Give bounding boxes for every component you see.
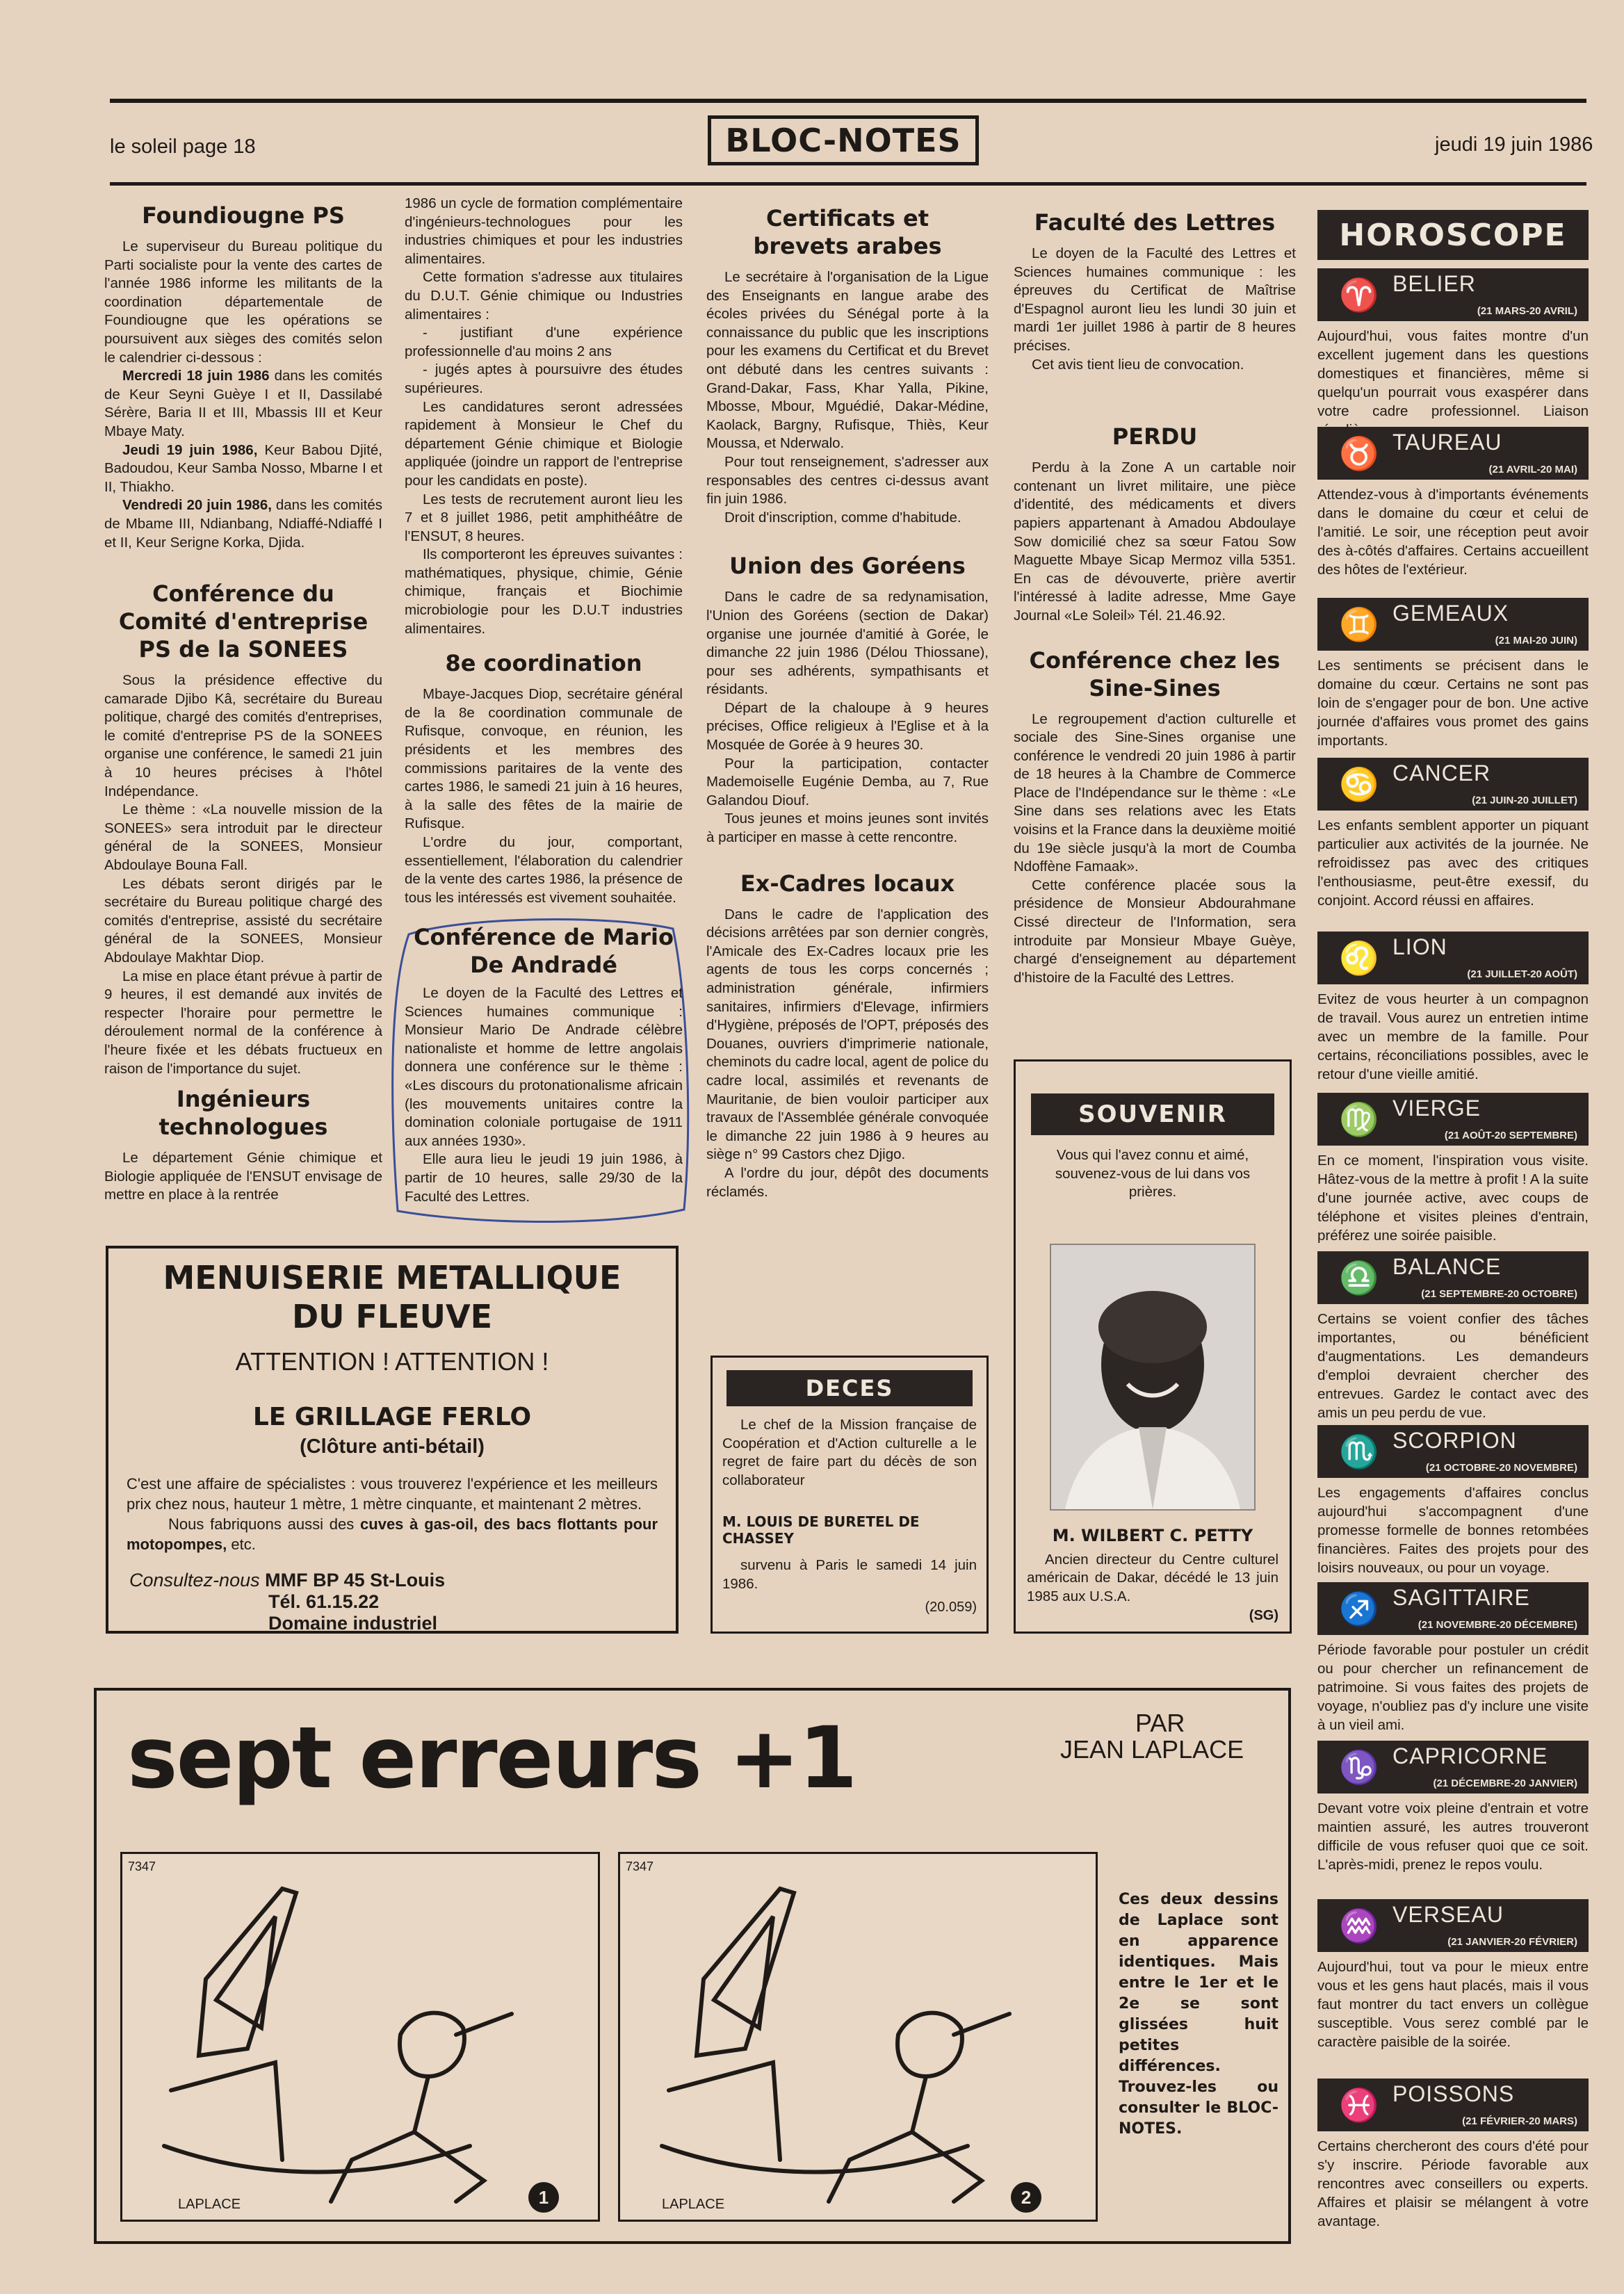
para: Le doyen de la Faculté des Lettres et Sciences humaines communique : les épreuves du Certificat de Maîtrise d'Espagnol auront lieu les lundi 30 juin et mardi 1er juillet 1986 à partir de 8 heures précises.: [1014, 245, 1296, 354]
heading-perdu: PERDU: [1112, 423, 1198, 450]
para: Tous jeunes et moins jeunes sont invités à participer en masse à cette rencontre.: [706, 811, 989, 846]
para: Le secrétaire à l'organisation de la Ligue des Enseignants en langue arabe des écoles privées du Sénégal porte à la connaissance du public que les inscriptions pour les examens du Certificat et du Brevet ont débuté dans les centres suivants : Grand-Dakar, Fass, Khar Yalla, Pikine, Mbosse, Mbour, Mguédié, Dakar-Médine, Kaolack, Bargny, Rufisque, Thiès, Keur Moussa, et Nderwalo.: [706, 269, 989, 452]
para: Cette conférence placée sous la présidence de Monsieur Abdourahmane Cissé directeur de l'Information, sera introduite par Monsieur Mbaye Guèye, chargé d'enseignement au département d'histoire de la Faculté des Lettres.: [1014, 877, 1296, 986]
para: Dans le cadre de l'application des décisions arrêtées par son dernier congrès, l'Amicale des Ex-Cadres locaux prie les agents de tous les corps concernés ; administration générale, infirmiers sanitaires, infirmiers d'Elevage, infirmiers d'Hygiène, préposés de l'OPT, préposés des Douanes, ouvriers d'imprimerie nationale, cheminots du cadre local, agent de police du cadre local, assimilés et revenants de Mauritanie, de bien vouloir participer aux travaux de l'Assemblée générale convoquée le dimanche 22 juin 1986 à 9 heures au siège n° 99 Castors chez Djigo.: [706, 906, 989, 1163]
ad-contact-label: Consultez-nous: [129, 1570, 266, 1591]
game-caption: Ces deux dessins de Laplace sont en apparence identiques. Mais entre le 1er et le 2e se sont glissées huit petites différences. Trouvez-les ou consulter le BLOC-NOTES.: [1119, 1891, 1278, 2138]
panel-badge-number: 2: [1021, 2187, 1032, 2208]
person-name: M. WILBERT C. PETTY: [1052, 1525, 1253, 1545]
sign-header: [1317, 1251, 1589, 1304]
para: Le thème : «La nouvelle mission de la SONEES» sera introduit par le directeur général de la SONEES, Monsieur Abdoulaye Bouna Fall.: [104, 802, 382, 874]
column-2: [405, 195, 683, 907]
sign-name: LION: [1392, 934, 1447, 959]
sign-dates: (21 SEPTEMBRE-20 OCTOBRE): [1421, 1288, 1577, 1300]
sign-header: [1317, 268, 1589, 321]
cartoon-drawing: [122, 1854, 598, 2220]
ad-contact-address: MMF BP 45 St-Louis: [265, 1570, 446, 1591]
para: Elle aura lieu le jeudi 19 juin 1986, à partir de 10 heures, salle 29/30 de la Faculté des Lettres.: [405, 1151, 683, 1205]
notice-ref: (SG): [1249, 1607, 1278, 1623]
portrait-photo: [1050, 1244, 1256, 1511]
heading-faculte-lettres: Faculté des Lettres: [1034, 209, 1276, 236]
heading-sine-sines: Conférence chez les Sine-Sines: [1029, 646, 1281, 701]
zodiac-icon: ♈: [1339, 276, 1379, 313]
column-4: [1014, 195, 1296, 987]
sign-dates: (21 AOÛT-20 SEPTEMBRE): [1444, 1130, 1577, 1141]
para: La mise en place étant prévue à partir de 9 heures, il est demandé aux invités de respecter l'horaire pour permettre le déroulement normal de la conférence à l'heure fixée et les débats fructueux en raison de l'importance du sujet.: [104, 968, 382, 1077]
horoscope-sign: [1317, 427, 1589, 579]
sign-text: Les engagements d'affaires conclus aujourd'hui s'accompagnent d'une promesse formelle de bonnes retombées financières. Faites des projets pour des loisirs nouveaux, ou pour un voyage.: [1317, 1485, 1589, 1576]
zodiac-icon: ♓: [1339, 2086, 1379, 2123]
sign-dates: (21 JUILLET-20 AOÛT): [1467, 968, 1577, 980]
para: Vous qui l'avez connu et aimé, souvenez-vous de lui dans vos prières.: [1055, 1147, 1251, 1201]
ad-brand-line1: MENUISERIE METALLIQUE: [163, 1259, 622, 1296]
drawing-number: 7347: [626, 1860, 654, 1873]
byline-par: PAR: [1135, 1709, 1185, 1737]
notice-ref: (20.059): [925, 1599, 977, 1615]
sign-dates: (21 DÉCEMBRE-20 JANVIER): [1433, 1778, 1577, 1789]
para: - justifiant d'une expérience professionnelle d'au moins 2 ans: [405, 325, 683, 359]
zodiac-icon: ♏: [1339, 1433, 1379, 1470]
ad-menuiserie: [106, 1246, 679, 1634]
para: Départ de la chaloupe à 9 heures précises, Office religieux à l'Eglise et à la Mosquée de Gorée à 9 heures 30.: [706, 699, 989, 754]
zodiac-icon: ♎: [1339, 1259, 1379, 1296]
sign-text: Aujourd'hui, vous faites montre d'un excellent jugement dans les questions domestiques et financières, même si quelqu'un pourrait vous exaspérer dans votre cadre professionnel. Liaison: [1317, 328, 1589, 419]
masthead-bottom-rule: [110, 182, 1586, 186]
para: Le regroupement d'action culturelle et sociale des Sine-Sines organise une conférence le vendredi 20 juin 1986 à partir de 18 heures à la Chambre de Commerce Place de l'Indépendance sur le thème : «Le Sine dans ses relations avec les Etats voisins et la France dans la deuxième moitié du 19e siècle jusqu'à la mort de Coumba Ndoffène Famaak».: [1014, 710, 1296, 875]
horoscope-title: HOROSCOPE: [1317, 210, 1589, 260]
drawing-panel-1: [120, 1852, 600, 2222]
sign-name: GEMEAUX: [1392, 601, 1509, 626]
para: A l'ordre du jour, dépôt des documents réclamés.: [706, 1164, 989, 1200]
horoscope-sign: [1317, 2079, 1589, 2231]
para: [104, 367, 382, 441]
souvenir-notice: [1014, 1059, 1292, 1634]
deces-title: DECES: [726, 1370, 973, 1406]
sign-header: [1317, 1741, 1589, 1793]
para: Pour la participation, contacter Mademoiselle Eugénie Demba, au 7, Rue Galandou Diouf.: [706, 755, 989, 808]
para: Cet avis tient lieu de convocation.: [1032, 356, 1244, 373]
artist-signature: LAPLACE: [178, 2197, 241, 2212]
para: Sous la présidence effective du camarade Djibo Kâ, secrétaire du Bureau politique, chargé des comités d'entreprises, le comité d'entreprise PS de la SONEES organise une conférence, le samedi 21 juin à 10 heures précises à l'hôtel Indépendance.: [104, 672, 382, 799]
ad-body-2: [127, 1514, 658, 1554]
zodiac-icon: ♋: [1339, 765, 1379, 802]
panel-badge-number: 1: [538, 2187, 549, 2208]
para: Le chef de la Mission française de Coopération et d'Action culturelle a le regret de faire part du décès de son collaborateur: [722, 1417, 977, 1488]
drawing-panel-2: [618, 1852, 1098, 2222]
drawing-number: 7347: [128, 1860, 156, 1873]
para: Mbaye-Jacques Diop, secrétaire général de la 8e coordination communale de Rufisque, convoque, en réunion, les présidents et les membres des commissions paritaires de la vente des cartes 1986, le samedi 21 juin à 16 heures, à la salle des fêtes de la mairie de Rufisque.: [405, 686, 683, 832]
para: Droit d'inscription, comme d'habitude.: [724, 509, 961, 526]
heading-foundiougne: Foundiougne PS: [142, 202, 345, 229]
horoscope-sign: [1317, 268, 1589, 439]
souvenir-title: SOUVENIR: [1031, 1093, 1274, 1135]
para: Les candidatures seront adressées rapidement à Monsieur le Chef du département Génie chimique et Biologie appliquée (joindre un rapport de l'entreprise pour les candidats en poste).: [405, 398, 683, 489]
ad-body: C'est une affaire de spécialistes : vous trouverez l'expérience et les meilleurs prix chez nous, hauteur 1 mètre, 1 mètre cinquante, et maintenant 2 mètres.: [127, 1475, 658, 1513]
section-title: BLOC-NOTES: [708, 115, 979, 165]
zodiac-icon: ♉: [1339, 434, 1379, 471]
sign-text: Aujourd'hui, tout va pour le mieux entre vous et les gens haut placés, mais il vous faut montrer du tact envers un collègue susceptible. Vous serez comblé par le caractère paisible de la soirée.: [1317, 1959, 1589, 2050]
issue-date: jeudi 19 juin 1986: [1435, 133, 1593, 156]
horoscope-sign: [1317, 1899, 1589, 2051]
heading-union-goreens: Union des Goréens: [729, 553, 966, 580]
ad-text: Nous fabriquons aussi des: [168, 1515, 361, 1533]
para: Ancien directeur du Centre culturel américain de Dakar, décédé le 13 juin 1985 aux U.S.A.: [1027, 1551, 1278, 1604]
sign-header: [1317, 2079, 1589, 2131]
column-1: [104, 195, 382, 1205]
para: Les tests de recrutement auront lieu les 7 et 8 juillet 1986, petit amphithéâtre de l'ENSUT, 8 heures.: [405, 491, 683, 544]
circled-article: [405, 919, 683, 1206]
sign-name: BELIER: [1392, 271, 1476, 296]
zodiac-icon: ♍: [1339, 1100, 1379, 1137]
sept-erreurs-game: [94, 1688, 1291, 2244]
sign-text: Période favorable pour postuler un crédit ou pour chercher un refinancement de patrimoine. Si vous faites des projets de voyage, n'oubliez pas d'y inclure une visite à un vieil ami.: [1317, 1642, 1589, 1733]
page-label: le soleil page 18: [110, 136, 256, 158]
sign-header: [1317, 598, 1589, 651]
sign-header: [1317, 758, 1589, 811]
horoscope-sign: [1317, 932, 1589, 1084]
sign-header: [1317, 1425, 1589, 1478]
sign-name: VIERGE: [1392, 1096, 1481, 1121]
sign-dates: (21 NOVEMBRE-20 DÉCEMBRE): [1418, 1619, 1577, 1631]
heading-8e-coordination: 8e coordination: [445, 650, 642, 677]
horoscope-sign: [1317, 598, 1589, 750]
sign-text: Les enfants semblent apporter un piquant particulier aux activités de la journée. Ne refroidissez pas avec des critiques l'enthousiasme, peut-être exessif, du conjoint. Accord réussi en affaires.: [1317, 817, 1589, 909]
zodiac-icon: ♊: [1339, 605, 1379, 642]
artist-signature: LAPLACE: [662, 2197, 725, 2212]
portrait-figure: [1051, 1245, 1254, 1509]
para: Cette formation s'adresse aux titulaires du D.U.T. Génie chimique ou Industries alimentaires :: [405, 269, 683, 323]
ad-product-sub: (Clôture anti-bétail): [300, 1435, 485, 1458]
horoscope-sign: [1317, 1093, 1589, 1245]
sign-name: CANCER: [1392, 760, 1491, 786]
para: [104, 496, 382, 552]
para: survenu à Paris le samedi 14 juin 1986.: [722, 1557, 977, 1592]
heading-sonees: Conférence du Comité d'entreprise PS de la SONEES: [118, 580, 368, 663]
sign-dates: (21 MAI-20 JUIN): [1495, 635, 1577, 646]
para: [104, 441, 382, 497]
heading-certificats: Certificats et brevets arabes: [753, 205, 942, 259]
sign-text: Devant votre voix pleine d'entrain et votre maintien assuré, les autres trouveront difficile de vous refuser quoi que ce soit. L'après-midi, prenez le repos voulu.: [1317, 1800, 1589, 1873]
byline-author: JEAN LAPLACE: [1060, 1735, 1244, 1764]
para: - jugés aptes à poursuivre des études supérieures.: [405, 361, 683, 396]
ad-product: LE GRILLAGE FERLO: [252, 1403, 532, 1431]
cartoon-drawing: [620, 1854, 1096, 2220]
date-lead: Jeudi 19 juin 1986,: [122, 441, 258, 458]
game-title: sept erreurs +1: [127, 1709, 856, 1807]
zodiac-icon: ♐: [1339, 1590, 1379, 1627]
para-text: dans les comités de Mbame III, Ndianbang, Ndiaffé-Ndiaffé I et II, Keur Serigne Korka, Djida.: [104, 497, 382, 551]
sign-dates: (21 JUIN-20 JUILLET): [1472, 795, 1577, 806]
deceased-name: M. LOUIS DE BURETEL DE CHASSEY: [722, 1513, 920, 1547]
sign-dates: (21 AVRIL-20 MAI): [1488, 464, 1577, 475]
zodiac-icon: ♒: [1339, 1907, 1379, 1944]
sign-dates: (21 MARS-20 AVRIL): [1477, 305, 1577, 317]
sign-dates: (21 OCTOBRE-20 NOVEMBRE): [1425, 1462, 1577, 1474]
sign-name: CAPRICORNE: [1392, 1743, 1548, 1768]
sign-header: [1317, 1093, 1589, 1146]
sign-name: SCORPION: [1392, 1428, 1517, 1453]
para-text: dans les comités de Keur Seyni Guèye I et II, Dassilabé Sérère, Baria II et III, Mbassis III et Keur Mbaye Maty.: [104, 368, 382, 439]
para: Le département Génie chimique et Biologie appliquée de l'ENSUT envisage de mettre en place à la rentrée: [104, 1150, 382, 1203]
date-lead: Vendredi 20 juin 1986,: [122, 497, 272, 514]
para: Ils comporteront les épreuves suivantes : mathématiques, physique, chimie, Génie chimique, français et Biochimie microbiologie pour les D.U.T industries alimentaires.: [405, 546, 683, 637]
sign-text: En ce moment, l'inspiration vous visite. Hâtez-vous de la mettre à profit ! A la suite d'une journée active, avec coups de téléphone et visites pleines d'entrain, préférez une soirée paisible.: [1317, 1153, 1589, 1244]
ad-zone: Domaine industriel: [268, 1613, 438, 1634]
sign-header: [1317, 1582, 1589, 1635]
para: Le superviseur du Bureau politique du Parti socialiste pour la vente des cartes de l'année 1986 informe les militants de la coordination départementale de Foundiougne que les opérations se poursuivent aux sièges des comités selon le calendrier ci-dessous :: [104, 238, 382, 366]
ad-phone: Tél. 61.15.22: [268, 1591, 380, 1612]
horoscope-sign: [1317, 1251, 1589, 1422]
horoscope-sign: [1317, 758, 1589, 910]
horoscope-sign: [1317, 1741, 1589, 1874]
sign-name: BALANCE: [1392, 1254, 1502, 1279]
ad-text: etc.: [227, 1536, 256, 1553]
zodiac-icon: ♑: [1339, 1748, 1379, 1785]
ad-text-bold: cuves à gas-oil, des bacs flottants pour motopompes,: [127, 1515, 658, 1553]
date-lead: Mercredi 18 juin 1986: [122, 368, 270, 384]
top-rule: [110, 99, 1586, 103]
para-text: Keur Babou Djité, Badoudou, Keur Samba Nosso, Mbarne I et II, Thiakho.: [104, 441, 383, 495]
sign-name: POISSONS: [1392, 2081, 1515, 2106]
column-3: [706, 195, 989, 1201]
sign-name: VERSEAU: [1392, 1902, 1504, 1927]
sign-header: [1317, 1899, 1589, 1952]
sign-dates: (21 FÉVRIER-20 MARS): [1462, 2115, 1577, 2127]
heading-mario-de-andrade: Conférence de Mario De Andradé: [414, 924, 674, 978]
para: Les débats seront dirigés par le secrétaire du Bureau politique chargé des comités d'entreprise, assisté du secrétaire général de la SONEES, Monsieur Abdoulaye Makhtar Diop.: [104, 875, 382, 966]
sign-text: Certains chercheront des cours d'été pour s'y inscrire. Période favorable aux rencontres avec conseillers ou experts. Affaires et plaisir se mélangent à votre avantage.: [1317, 2138, 1589, 2229]
sign-text: Attendez-vous à d'importants événements dans le domaine du cœur et celui de l'amitié. Le soir, une réception peut avoir des à-côtés d'affaires. Certains accueillent des hôtes de l'extérieur.: [1317, 487, 1589, 578]
ad-attention: ATTENTION ! ATTENTION !: [235, 1347, 549, 1376]
zodiac-icon: ♌: [1339, 939, 1379, 976]
ad-contact: [108, 1570, 676, 1591]
para: L'ordre du jour, comportant, essentiellement, l'élaboration du calendrier de la vente des cartes 1986, la présence de tous les intéressés est vivement souhaitée.: [405, 834, 683, 906]
sign-text: Evitez de vous heurter à un compagnon de travail. Vous aurez un entretien intime avec un membre de la famille. Pour certains, réconciliations possibles, avec le retour d'une vieille amitié.: [1317, 991, 1589, 1082]
heading-ingenieurs: Ingénieurs technologues: [159, 1086, 328, 1141]
sign-text: Certains se voient confier des tâches importantes, ou bénéficient d'augmentations. Les demandeurs d'emploi devraient chercher des entrevues. Gardez le contact avec des amis un peu perdu de vue.: [1317, 1311, 1589, 1421]
sign-dates: (21 JANVIER-20 FÉVRIER): [1447, 1936, 1577, 1948]
sign-name: SAGITTAIRE: [1392, 1585, 1530, 1610]
para: Le doyen de la Faculté des Lettres et Sciences humaines communique : Monsieur Mario De Andrade célèbre nationaliste et homme de lettre angolais donnera une conférence sur le thème : «Les discours du protonationalisme africain (les mouvements unitaires contre la domination coloniale portugaise de 1911 aux années 1930».: [405, 985, 683, 1149]
sign-header: [1317, 932, 1589, 984]
para: 1986 un cycle de formation complémentaire d'ingénieurs-technologues pour les industries chimiques et pour les industries alimentaires.: [405, 195, 683, 267]
horoscope-sign: [1317, 1425, 1589, 1577]
ad-brand-line2: DU FLEUVE: [291, 1298, 493, 1335]
horoscope-sign: [1317, 1582, 1589, 1734]
deces-notice: [710, 1356, 989, 1634]
sign-text: Les sentiments se précisent dans le domaine du cœur. Certains ne sont pas loin de s'engager pour de bon. Une active journée d'affaires vous promet des gains importants.: [1317, 658, 1589, 749]
para: Dans le cadre de sa redynamisation, l'Union des Goréens (section de Dakar) organise une journée d'amitié à Gorée, le dimanche 22 juin 1986 (Délou Thiossane), pour ses adhérents, sympathisants et résidants.: [706, 589, 989, 698]
para: Pour tout renseignement, s'adresser aux responsables des centres ci-dessus avant fin juin 1986.: [706, 453, 989, 507]
heading-ex-cadres: Ex-Cadres locaux: [740, 870, 955, 897]
sign-header: [1317, 427, 1589, 480]
para: Perdu à la Zone A un cartable noir contenant un livret militaire, une pièce d'identité, des médicaments et divers papiers appartenant à Amadou Abdoulaye Sow domicilié chez sa sœur Fatou Sow Maguette Mbaye Sicap Mermoz villa 5351. En cas de dévouverte, prière avertir l'intéressé à ladite adresse, Mme Gaye Journal «Le Soleil» Tél. 21.46.92.: [1014, 459, 1296, 624]
sign-name: TAUREAU: [1392, 430, 1502, 455]
